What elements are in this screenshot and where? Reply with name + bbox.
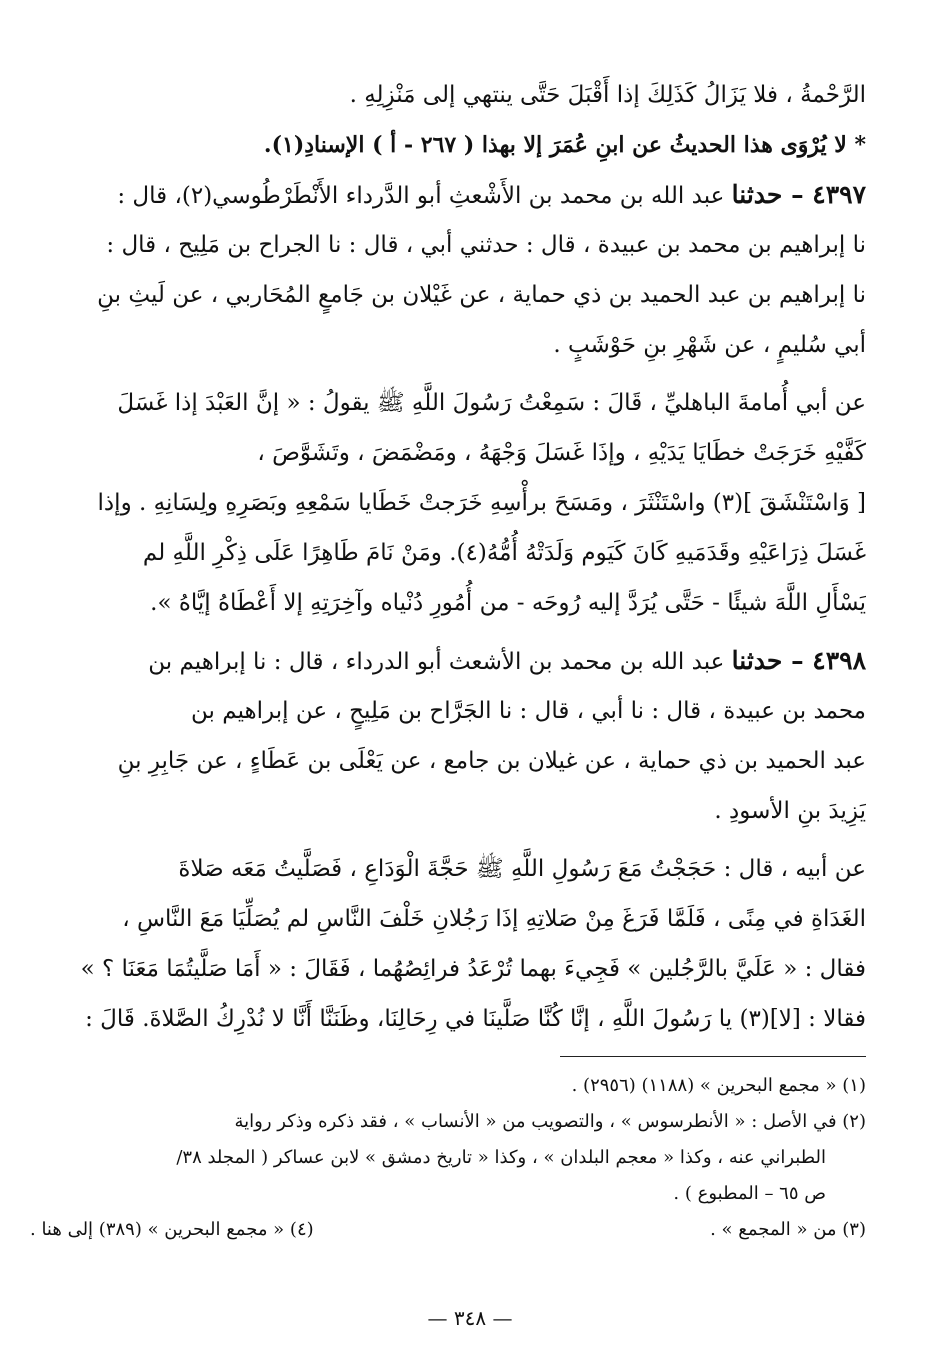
hadith-matn-line: غَسَلَ ذِرَاعَيْهِ وقَدَمَيهِ كَانَ كَيَوم وَلَدَتْهُ أُمُّهُ(٤). ومَنْ نَامَ طَاهِرًا عَلَى ذِكْرِ اللَّهِ لم [142, 540, 866, 566]
footnote-4: (٤) « مجمع البحرين » (٣٨٩) إلى هنا . [30, 1219, 314, 1240]
hadith-matn-line: [ وَاسْتَنْشَقَ ](٣) واسْتَنْثَرَ ، ومَسَحَ برأْسِهِ خَرَجتْ خَطَايا سَمْعِهِ وبَصَرِهِ ولِسَانِهِ . وإذا [97, 490, 866, 516]
footnote-2-continued: ص ٦٥ – المطبوع ) . [673, 1183, 826, 1204]
hadith-number-4397: ٤٣٩٧ – حدثنا [731, 180, 866, 209]
footnote-row [30, 1212, 866, 1248]
page-body [30, 70, 866, 1044]
hadith-4397-chain-line [30, 170, 866, 220]
hadith-chain-text: عبد الله بن محمد بن الأشعث أبو الدرداء ، قال : نا إبراهيم بن [148, 649, 725, 675]
footnote-3: (٣) من « المجمع » . [710, 1219, 866, 1240]
hadith-matn-line: يَسْأَلِ اللَّهَ شيئًا - حَتَّى يُرَدَّ إليه رُوحَه - من أُمُورِ دُنْياه وآخِرَتِهِ إلا أَعْطَاهُ إيَّاهُ ». [150, 590, 866, 616]
text-line: محمد بن عبيدة ، قال : نا أبي ، قال : نا الجَرَّاح بن مَلِيحٍ ، عن إبراهيم بن [191, 698, 866, 724]
footnote-2-continued: الطبراني عنه ، وكذا « معجم البلدان » ، وكذا « تاريخ دمشق » لابن عساكر ( المجلد ٣٨/ [176, 1147, 826, 1168]
footnote-divider [560, 1056, 866, 1057]
hadith-matn-line: عن أبي أُمامةَ الباهليِّ ، قَالَ : سَمِعْتُ رَسُولَ اللَّهِ ﷺ يقولُ : « إنَّ العَبْدَ إذا غَسَلَ [117, 390, 866, 416]
hadith-note: * لا يُرْوَى هذا الحديثُ عن ابنِ عُمَرَ إلا بهذا ( ٢٦٧ - أ ) الإسنادِ(١). [263, 132, 866, 158]
footnote-1: (١) « مجمع البحرين » (١١٨٨) (٢٩٥٦) . [571, 1075, 866, 1096]
hadith-matn-line: عن أبيه ، قال : حَجَجْتُ مَعَ رَسُولِ اللَّهِ ﷺ حَجَّةَ الْوَدَاعِ ، فَصَلَّيتُ مَعَه صَلاةَ [178, 856, 866, 882]
hadith-number-4398: ٤٣٩٨ – حدثنا [731, 646, 866, 675]
hadith-matn-line: فقالا : [لا](٣) يا رَسُولَ اللَّهِ ، إنَّا كُنَّا صَلَّينَا في رِحَالِنَا، وظَنَنَّا أَنَّا لا نُدْرِكُ الصَّلاةَ. قَالَ : [85, 1006, 866, 1032]
text-line: نا إبراهيم بن عبد الحميد بن ذي حماية ، عن غَيْلان بن جَامعٍ المُحَاربي ، عن لَيثِ بنِ [97, 282, 866, 308]
text-line: عبد الحميد بن ذي حماية ، عن غيلان بن جامع ، عن يَعْلَى بن عَطَاءٍ ، عن جَابِرِ بنِ [117, 748, 866, 774]
page-number: — ٣٤٨ — [427, 1306, 513, 1330]
text-line: نا إبراهيم بن محمد بن عبيدة ، قال : حدثني أبي ، قال : نا الجراح بن مَلِيح ، قال : [106, 232, 866, 258]
text-line: يَزِيدَ بنِ الأسودِ . [714, 798, 866, 824]
footnotes [30, 1068, 866, 1248]
hadith-matn-line: فقال : « عَلَيَّ بالرَّجُلين » فَجِيءَ بهما تُرْعَدُ فرائِصُهُما ، فَقَالَ : « أَمَا صَلَّيتُمَا مَعَنَا ؟ » [80, 956, 866, 982]
hadith-matn-line: كَفَّيْهِ خَرَجَتْ خطَايَا يَدَيْهِ ، وإذَا غَسَلَ وَجْهَهُ ، ومَضْمَضَ ، وتَشَوَّصَ ، [257, 440, 866, 466]
footnote-2: (٢) في الأصل : « الأنطرسوس » ، والتصويب من « الأنساب » ، فقد ذكره وذكر رواية [234, 1111, 866, 1132]
text-line: الرَّحْمةُ ، فلا يَزَالُ كَذَلِكَ إذا أَقْبَلَ حَتَّى ينتهي إلى مَنْزِلِهِ . [349, 82, 866, 108]
hadith-chain-text: عبد الله بن محمد بن الأَشْعثِ أبو الدَّرداء الأَنْطَرْطُوسي(٢)، قال : [117, 183, 725, 209]
hadith-matn-line: الغَدَاةِ في مِنًى ، فَلَمَّا فَرَغَ مِنْ صَلاتِهِ إذَا رَجُلانِ خَلْفَ النَّاسِ لم يُصَلِّيَا مَعَ النَّاسِ ، [122, 906, 866, 932]
hadith-4398-chain-line [30, 636, 866, 686]
text-line: أبي سُليمٍ ، عن شَهْرِ بنِ حَوْشَبٍ . [553, 332, 866, 358]
